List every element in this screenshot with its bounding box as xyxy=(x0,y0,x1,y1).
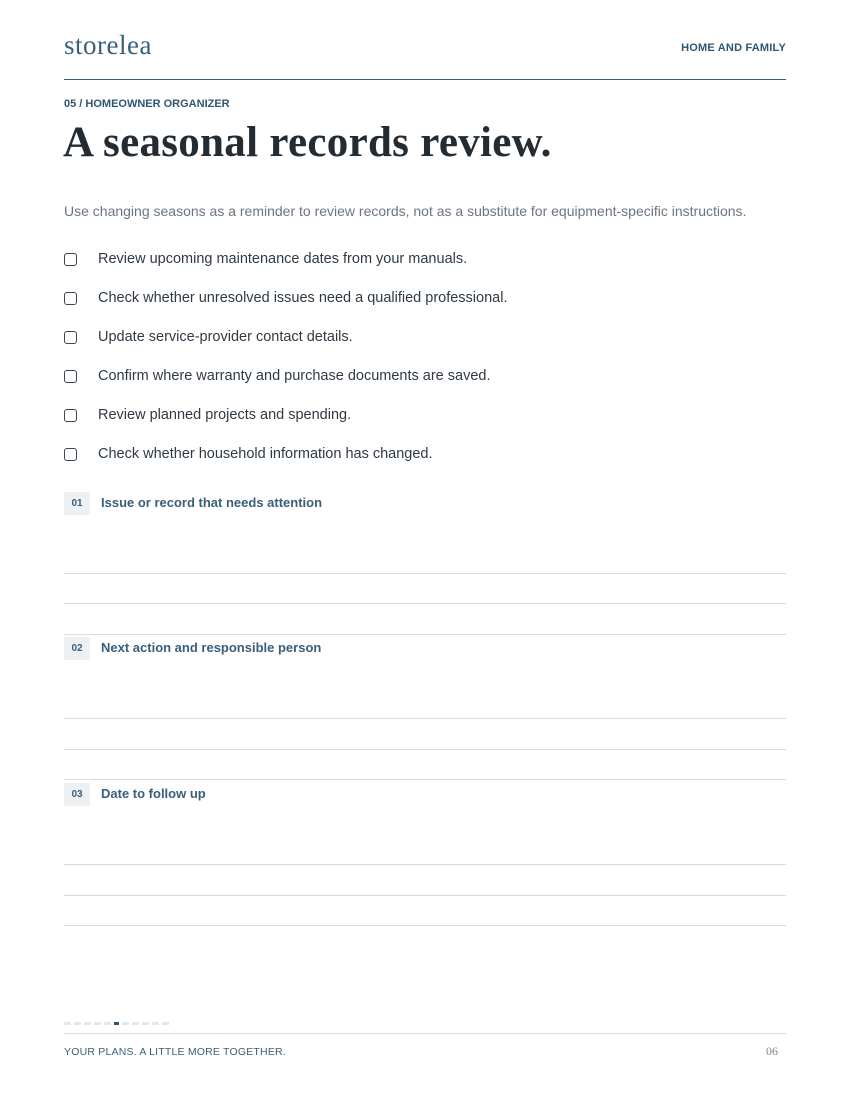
checklist-item[interactable] xyxy=(64,289,786,328)
page-number: 06 xyxy=(766,1044,778,1058)
progress-dot xyxy=(94,1022,101,1025)
checklist-item[interactable] xyxy=(64,406,786,445)
checklist-item-text: Confirm where warranty and purchase documents are saved. xyxy=(98,368,491,384)
writing-line[interactable] xyxy=(64,573,786,574)
footer-divider xyxy=(64,1033,786,1034)
writing-line[interactable] xyxy=(64,718,786,719)
section-label: Date to follow up xyxy=(101,786,206,801)
checkbox[interactable] xyxy=(64,292,77,305)
eyebrow-label: 05 / HOMEOWNER ORGANIZER xyxy=(64,98,230,110)
checkbox[interactable] xyxy=(64,370,77,383)
progress-dot xyxy=(142,1022,149,1025)
checkbox[interactable] xyxy=(64,253,77,266)
checkbox[interactable] xyxy=(64,331,77,344)
checklist-item[interactable] xyxy=(64,250,786,289)
progress-dot xyxy=(84,1022,91,1025)
footer-tagline: YOUR PLANS. A LITTLE MORE TOGETHER. xyxy=(64,1046,286,1058)
writing-line[interactable] xyxy=(64,895,786,896)
progress-dot xyxy=(122,1022,129,1025)
writing-line[interactable] xyxy=(64,749,786,750)
section-number-badge: 01 xyxy=(64,492,90,515)
section-number-badge: 02 xyxy=(64,637,90,660)
progress-dot xyxy=(152,1022,159,1025)
intro-text: Use changing seasons as a reminder to review records, not as a substitute for equipment-specific instructions. xyxy=(64,203,747,219)
brand-logo: storelea xyxy=(64,30,152,60)
writing-line[interactable] xyxy=(64,864,786,865)
progress-dot xyxy=(74,1022,81,1025)
progress-dot-active xyxy=(114,1022,119,1025)
writing-line[interactable] xyxy=(64,925,786,926)
checklist-item-text: Check whether household information has changed. xyxy=(98,446,433,462)
writing-line[interactable] xyxy=(64,779,786,780)
checklist-item[interactable] xyxy=(64,445,786,484)
checklist-item-text: Check whether unresolved issues need a qualified professional. xyxy=(98,290,508,306)
checkbox[interactable] xyxy=(64,448,77,461)
section-tag: HOME AND FAMILY xyxy=(681,42,786,54)
section-label: Issue or record that needs attention xyxy=(101,495,323,510)
writing-line[interactable] xyxy=(64,634,786,635)
checklist-item-text: Review planned projects and spending. xyxy=(98,407,352,423)
checklist-item[interactable] xyxy=(64,367,786,406)
page-title: A seasonal records review. xyxy=(63,119,552,166)
checklist-item[interactable] xyxy=(64,328,786,367)
header-divider xyxy=(64,79,786,80)
progress-dot xyxy=(132,1022,139,1025)
section-label: Next action and responsible person xyxy=(101,640,322,655)
writing-line[interactable] xyxy=(64,603,786,604)
page-progress-indicator xyxy=(64,1022,169,1025)
progress-dot xyxy=(104,1022,111,1025)
checklist-item-text: Review upcoming maintenance dates from your manuals. xyxy=(98,251,468,267)
checklist-item-text: Update service-provider contact details. xyxy=(98,329,353,345)
checklist xyxy=(64,250,786,484)
section-number-badge: 03 xyxy=(64,783,90,806)
checkbox[interactable] xyxy=(64,409,77,422)
progress-dot xyxy=(64,1022,71,1025)
progress-dot xyxy=(162,1022,169,1025)
